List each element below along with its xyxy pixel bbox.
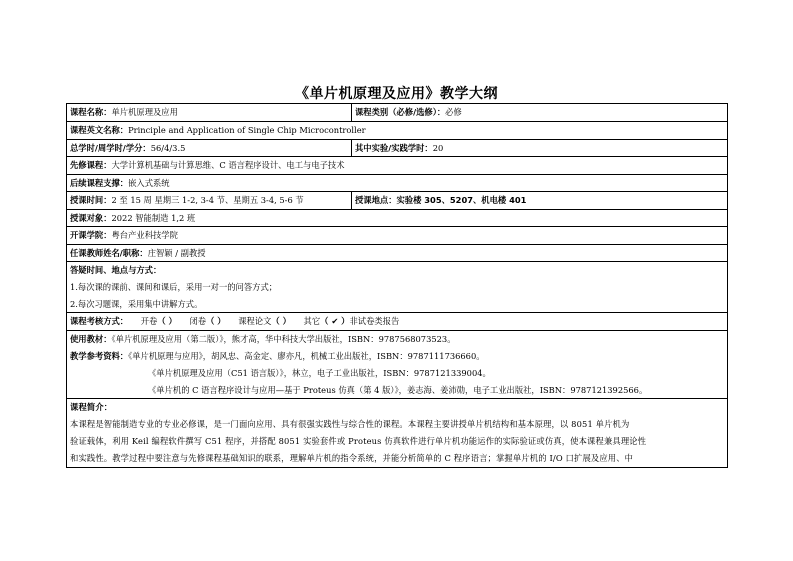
row-teacher <box>67 245 727 263</box>
college-label: 开课学院： <box>70 230 112 240</box>
check-icon: （ ✔ ） <box>320 316 350 326</box>
audience-value: 2022 智能制造 1,2 班 <box>111 212 196 223</box>
course-name-value: 单片机原理及应用 <box>111 107 178 117</box>
row-schedule <box>67 192 727 210</box>
row-materials <box>67 331 727 399</box>
lab-hours-value: 20 <box>432 142 444 153</box>
schedule-value: 2 至 15 周 星期三 1-2, 3-4 节、星期五 3-4, 5-6 节 <box>111 195 304 205</box>
english-name-value: Principle and Application of Single Chip Microcontroller <box>128 125 366 135</box>
college-value: 粤台产业科技学院 <box>111 230 178 240</box>
english-name-cell <box>67 122 727 139</box>
textbook-label: 使用教材： <box>70 333 112 344</box>
intro-line-3: 和实践性。教学过程中要注意与先修课程基础知识的联系，理解单片机的指令系统，并能分析简单的 C 程序语言；掌握单片机的 I/O 口扩展及应用、中 <box>70 452 634 463</box>
option-paper-text: 课程论文 <box>238 316 272 326</box>
prerequisites-value: 大学计算机基础与计算思维、C 语言程序设计、电工与电子技术 <box>111 160 345 170</box>
option-open-book-mark: （ ） <box>157 316 177 326</box>
lab-hours-label: 其中实验/实践学时： <box>355 142 433 153</box>
row-college <box>67 227 727 245</box>
followup-cell <box>67 175 727 192</box>
intro-cell <box>67 399 727 467</box>
hours-value: 56/4/3.5 <box>150 142 186 153</box>
row-audience <box>67 210 727 228</box>
row-followup <box>67 175 727 193</box>
assessment-option-other <box>304 316 350 326</box>
references-label: 教学参考资料： <box>70 350 129 361</box>
reference-item-1: 《单片机原理与应用》，胡风忠、高金定、廖亦凡，机械工业出版社，ISBN：9787111736660。 <box>128 350 485 361</box>
location-value: 实验楼 305、5207、机电楼 401 <box>396 195 527 205</box>
row-english-name <box>67 122 727 140</box>
college-cell <box>67 227 727 244</box>
reference-item-3: 《单片机的 C 语言程序设计与应用—基于 Proteus 仿真（第 4 版）》，姜志海、姜沛勋，电子工业出版社，ISBN：9787121392566。 <box>148 384 648 395</box>
teacher-value: 庄智颖 / 副教授 <box>147 247 206 258</box>
option-paper-mark: （ ） <box>271 316 291 326</box>
audience-cell <box>67 210 727 227</box>
row-intro <box>67 399 727 467</box>
option-closed-book-text: 闭卷 <box>189 316 207 326</box>
assessment-note: 非试卷类报告 <box>349 316 400 326</box>
course-name-cell <box>67 104 352 121</box>
textbook-value: 《单片机原理及应用（第二版）》，熊才高，华中科技大学出版社，ISBN：9787568073523。 <box>111 333 456 344</box>
intro-line-1: 本课程是智能制造专业的专业必修课，是一门面向应用、具有很强实践性与综合性的课程。本课程主要讲授单片机结构和基本原理，以 8051 单片机为 <box>70 418 630 429</box>
qa-label: 答疑时间、地点与方式： <box>70 265 162 275</box>
audience-label: 授课对象： <box>70 212 112 223</box>
qa-line-1: 1.每次课的课前、课间和课后，采用一对一的问答方式； <box>70 282 278 292</box>
schedule-cell <box>67 192 352 209</box>
lab-hours-cell <box>352 140 727 157</box>
course-type-label: 课程类别（必修/选修）： <box>355 107 446 117</box>
option-closed-book-mark: （ ） <box>206 316 226 326</box>
hours-cell <box>67 140 352 157</box>
assessment-option-closed-book <box>189 316 225 326</box>
intro-label: 课程简介： <box>70 401 113 412</box>
course-name-label: 课程名称： <box>70 107 112 117</box>
assessment-option-paper <box>238 316 291 326</box>
reference-item-2: 《单片机原理及应用（C51 语言版）》，林立，电子工业出版社，ISBN：9787121339004。 <box>148 367 491 378</box>
assessment-cell <box>67 313 727 330</box>
option-other-text: 其它 <box>303 316 321 326</box>
location-cell <box>352 192 727 209</box>
followup-label: 后续课程支撑： <box>70 177 129 188</box>
hours-label: 总学时/周学时/学分： <box>70 142 151 153</box>
followup-value: 嵌入式系统 <box>128 177 170 188</box>
syllabus-table <box>66 103 728 468</box>
document-title: 《单片机原理及应用》教学大纲 <box>295 86 498 102</box>
assessment-option-open-book <box>141 316 177 326</box>
materials-cell <box>67 331 727 398</box>
schedule-label: 授课时间： <box>70 195 112 205</box>
course-type-value: 必修 <box>445 107 462 117</box>
teacher-label: 任课教师姓名/职称： <box>70 247 148 258</box>
row-course-name <box>67 104 727 122</box>
row-qa <box>67 262 727 313</box>
row-hours <box>67 140 727 158</box>
prerequisites-cell <box>67 157 727 174</box>
teacher-cell <box>67 245 727 262</box>
option-open-book-text: 开卷 <box>140 316 158 326</box>
qa-line-2: 2.每次习题课，采用集中讲解方式。 <box>70 299 203 309</box>
row-assessment <box>67 313 727 331</box>
qa-cell <box>67 262 727 312</box>
location-label: 授课地点： <box>355 195 397 205</box>
intro-line-2: 验证载体，利用 Keil 编程软件撰写 C51 程序，并搭配 8051 实验套件或 Proteus 仿真软件进行单片机功能运作的实际验证或仿真，使本课程兼具理论性 <box>70 435 647 446</box>
assessment-label: 课程考核方式： <box>70 316 129 326</box>
english-name-label: 课程英文名称： <box>70 125 129 135</box>
row-prerequisites <box>67 157 727 175</box>
prerequisites-label: 先修课程： <box>70 160 112 170</box>
course-type-cell <box>352 104 727 121</box>
